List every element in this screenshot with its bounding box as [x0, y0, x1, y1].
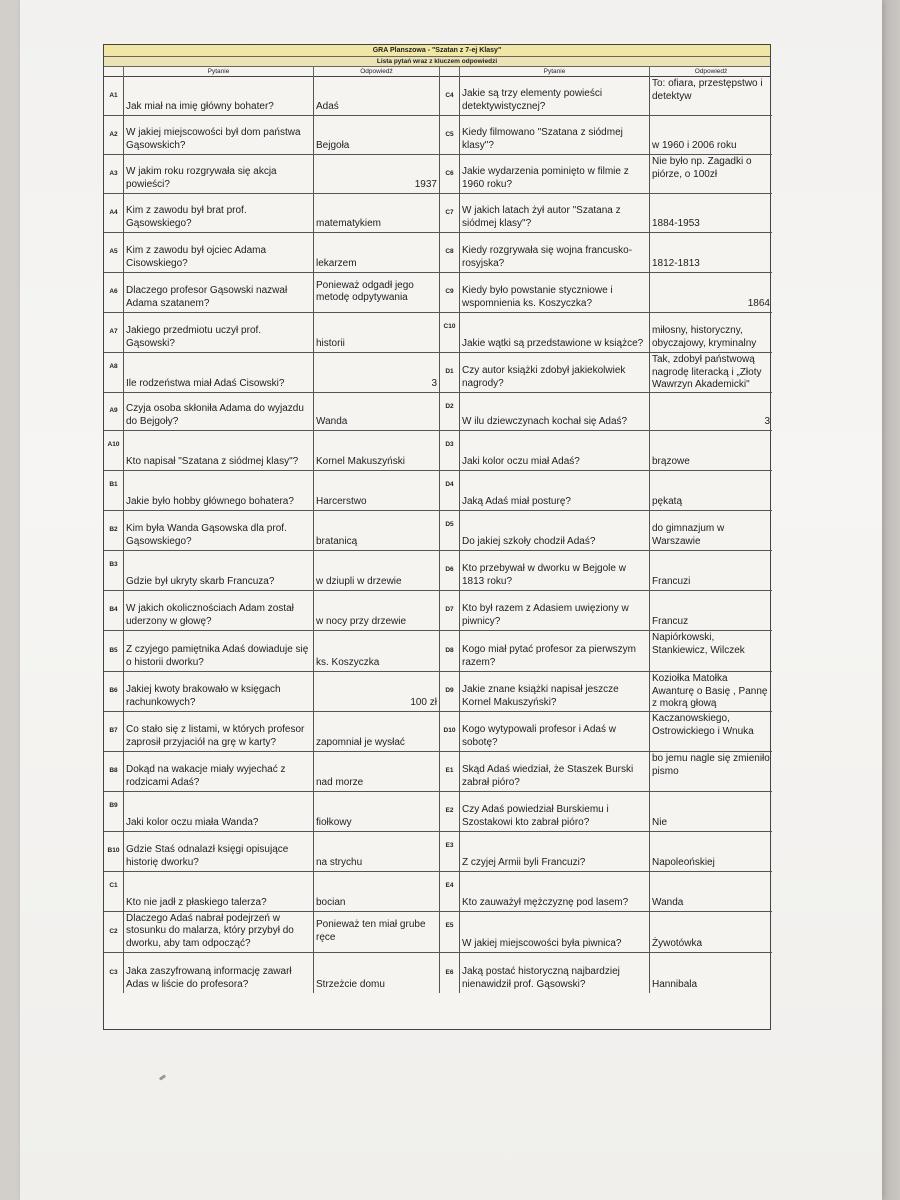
question-text-left: Z czyjego pamiętnika Adaś dowiaduje się o historii dworku?: [124, 631, 314, 672]
answer-text-right: Nie: [650, 792, 772, 832]
question-id-left: B6: [104, 672, 124, 712]
question-text-right: Czy autor książki zdobył jakiekolwiek nagrody?: [460, 353, 650, 393]
document-title: GRA Planszowa - "Szatan z 7-ej Klasy": [104, 45, 770, 57]
answer-text-right: Hannibala: [652, 978, 698, 990]
answer-text-left: Ponieważ odgadł jego metodę odpytywania: [314, 273, 440, 313]
question-id-left: B2: [104, 511, 124, 551]
answer-text-right: miłosny, historyczny, obyczajowy, kryminalny: [650, 313, 772, 353]
answer-text-right: Tak, zdobył państwową nagrodę literacką i „Złoty Wawrzyn Akademicki": [650, 353, 772, 393]
answer-text-right: 1812-1813: [650, 233, 772, 273]
question-text-left: Ile rodzeństwa miał Adaś Cisowski?: [124, 353, 314, 393]
answer-text-left: Ponieważ ten miał grube ręce: [314, 912, 440, 953]
question-id-right: D4: [440, 471, 460, 511]
header-id-left: [104, 67, 124, 77]
question-id-left: C3: [104, 953, 124, 993]
answer-text-right: 1864: [650, 273, 772, 313]
question-text-right: Czy Adaś powiedział Burskiemu i Szostakowi kto zabrał pióro?: [460, 792, 650, 832]
answer-text-left: historii: [314, 313, 440, 353]
question-text-left: Jakie było hobby głównego bohatera?: [124, 471, 314, 511]
answer-text-right: Napiórkowski, Stankiewicz, Wilczek: [650, 631, 772, 672]
question-id-left: C2: [104, 912, 124, 953]
question-text-left: Jakiej kwoty brakowało w księgach rachunkowych?: [124, 672, 314, 712]
answer-text-left: bocian: [314, 872, 440, 912]
question-text-left: Co stało się z listami, w których profesor zaprosił przyjaciół na grę w karty?: [124, 712, 314, 752]
question-id-left: C1: [104, 872, 124, 912]
question-text-left: W jakim roku rozgrywała się akcja powieści?: [124, 155, 314, 194]
answer-text-right: 3: [650, 393, 772, 431]
question-text-left: Jak miał na imię główny bohater?: [124, 77, 314, 116]
question-id-right: C8: [440, 233, 460, 273]
question-grid: [104, 77, 770, 1029]
question-id-right: D1: [440, 353, 460, 393]
question-text-left: Kim z zawodu był ojciec Adama Cisowskiego?: [124, 233, 314, 273]
answer-text-left: zapomniał je wysłać: [314, 712, 440, 752]
background-surface: [880, 0, 900, 1200]
question-text-left: Kto napisał "Szatana z siódmej klasy"?: [124, 431, 314, 471]
question-text-right: Jakie znane książki napisał jeszcze Kornel Makuszyński?: [460, 672, 650, 712]
answer-text-left: ks. Koszyczka: [314, 631, 440, 672]
answer-text-left: lekarzem: [314, 233, 440, 273]
question-text-right: Jakie są trzy elementy powieści detektywistycznej?: [460, 77, 650, 116]
question-id-right: D3: [440, 431, 460, 471]
question-id-right: E3: [440, 832, 460, 872]
answer-text-right: Kaczanowskiego, Ostrowickiego i Wnuka: [650, 712, 772, 752]
question-id-left: B9: [104, 792, 124, 832]
question-id-left: B10: [104, 832, 124, 872]
question-text-left: Dlaczego Adaś nabrał podejrzeń w stosunku do malarza, który przybył do dworku, aby tam odpocząć?: [124, 912, 314, 953]
question-id-left: B4: [104, 591, 124, 631]
answer-text-right: Wanda: [650, 872, 772, 912]
header-answer-left: Odpowiedź: [314, 67, 440, 77]
question-text-left: W jakich okolicznościach Adam został uderzony w głowę?: [124, 591, 314, 631]
answer-text-left: w dziupli w drzewie: [314, 551, 440, 591]
header-answer-right: Odpowiedź: [694, 68, 728, 75]
question-text-left: Jaka zaszyfrowaną informację zawarł Adas w liście do profesora?: [124, 953, 314, 993]
question-table-document: [103, 44, 771, 1030]
question-id-left: B7: [104, 712, 124, 752]
question-id-right: C5: [440, 116, 460, 155]
question-id-left: A5: [104, 233, 124, 273]
question-id-left: A9: [104, 393, 124, 431]
question-id-right: E2: [440, 792, 460, 832]
answer-text-left: Strzeżcie domu: [314, 953, 440, 993]
answer-text-right: Francuz: [650, 591, 772, 631]
answer-text-right: Francuzi: [650, 551, 772, 591]
question-text-right: Kto przebywał w dworku w Bejgole w 1813 roku?: [460, 551, 650, 591]
header-question-left: Pytanie: [124, 67, 314, 77]
question-id-right: D7: [440, 591, 460, 631]
question-text-left: Kim z zawodu był brat prof. Gąsowskiego?: [124, 194, 314, 233]
question-text-right: Kiedy było powstanie styczniowe i wspomnienia ks. Koszyczka?: [460, 273, 650, 313]
question-text-left: W jakiej miejscowości był dom państwa Gąsowskich?: [124, 116, 314, 155]
question-text-right: Jakie wydarzenia pominięto w filmie z 1960 roku?: [460, 155, 650, 194]
question-text-left: Dlaczego profesor Gąsowski nazwał Adama szatanem?: [124, 273, 314, 313]
question-text-right: Kto zauważył mężczyznę pod lasem?: [460, 872, 650, 912]
question-id-right: D8: [440, 631, 460, 672]
answer-text-right: Koziołka Matołka Awanturę o Basię , Pannę z mokrą głową: [650, 672, 772, 712]
question-id-right: D5: [440, 511, 460, 551]
question-id-right: D6: [440, 551, 460, 591]
question-text-left: Gdzie był ukryty skarb Francuza?: [124, 551, 314, 591]
question-text-right: Jaką Adaś miał posturę?: [460, 471, 650, 511]
answer-text-left: nad morze: [314, 752, 440, 792]
question-id-right: C6: [440, 155, 460, 194]
question-text-right: Jaką postać historyczną najbardziej nienawidził prof. Gąsowski?: [460, 953, 650, 993]
question-id-left: A8: [104, 353, 124, 393]
answer-text-left: Kornel Makuszyński: [314, 431, 440, 471]
question-text-left: Jakiego przedmiotu uczył prof. Gąsowski?: [124, 313, 314, 353]
question-id-left: A6: [104, 273, 124, 313]
question-id-left: B5: [104, 631, 124, 672]
answer-text-right: To: ofiara, przestępstwo i detektyw: [650, 77, 772, 116]
answer-text-left: 100 zł: [314, 672, 440, 712]
answer-text-left: matematykiem: [314, 194, 440, 233]
document-subtitle: Lista pytań wraz z kluczem odpowiedzi: [104, 57, 770, 67]
question-id-right: E1: [440, 752, 460, 792]
question-text-left: Czyja osoba skłoniła Adama do wyjazdu do Bejgoły?: [124, 393, 314, 431]
answer-text-left: Bejgoła: [314, 116, 440, 155]
question-id-left: B1: [104, 471, 124, 511]
question-text-left: Gdzie Staś odnalazł księgi opisujące historię dworku?: [124, 832, 314, 872]
answer-text-right: 1884-1953: [650, 194, 772, 233]
question-id-right: E5: [440, 912, 460, 953]
answer-text-right: Napoleońskiej: [650, 832, 772, 872]
answer-text-right: w 1960 i 2006 roku: [650, 116, 772, 155]
question-text-right: W jakiej miejscowości była piwnica?: [460, 912, 650, 953]
answer-text-right: pękatą: [650, 471, 772, 511]
question-text-right: Kto był razem z Adasiem uwięziony w piwnicy?: [460, 591, 650, 631]
question-id-left: A10: [104, 431, 124, 471]
question-text-right: Jakie wątki są przedstawione w książce?: [460, 313, 650, 353]
question-text-left: Jaki kolor oczu miała Wanda?: [124, 792, 314, 832]
answer-text-left: 3: [314, 353, 440, 393]
question-id-left: A2: [104, 116, 124, 155]
question-id-right: D9: [440, 672, 460, 712]
question-id-left: A3: [104, 155, 124, 194]
header-question-right: Pytanie: [460, 67, 650, 77]
answer-text-left: fiołkowy: [314, 792, 440, 832]
question-id-left: A7: [104, 313, 124, 353]
question-text-left: Dokąd na wakacje miały wyjechać z rodzicami Adaś?: [124, 752, 314, 792]
question-id-right: C7: [440, 194, 460, 233]
question-text-left: Kto nie jadł z płaskiego talerza?: [124, 872, 314, 912]
question-id-left: A4: [104, 194, 124, 233]
question-id-right: D2: [440, 393, 460, 431]
question-text-right: W jakich latach żył autor "Szatana z siódmej klasy"?: [460, 194, 650, 233]
answer-text-left: w nocy przy drzewie: [314, 591, 440, 631]
question-text-right: Z czyjej Armii byli Francuzi?: [460, 832, 650, 872]
question-id-left: A1: [104, 77, 124, 116]
answer-text-right: Nie było np. Zagadki o piórze, o 100zł: [650, 155, 772, 194]
question-id-right: E4: [440, 872, 460, 912]
answer-text-left: bratanicą: [314, 511, 440, 551]
answer-text-left: Adaś: [314, 77, 440, 116]
answer-text-left: Wanda: [314, 393, 440, 431]
question-text-right: Kogo wytypowali profesor i Adaś w sobotę?: [460, 712, 650, 752]
table-header-row: [104, 67, 770, 77]
question-text-right: Kiedy filmowano "Szatana z siódmej klasy"?: [460, 116, 650, 155]
question-text-right: Kiedy rozgrywała się wojna francusko-rosyjska?: [460, 233, 650, 273]
question-id-left: B8: [104, 752, 124, 792]
question-id-right: D10: [440, 712, 460, 752]
pen-mark: [159, 1074, 166, 1080]
answer-text-left: Harcerstwo: [314, 471, 440, 511]
question-text-left: Kim była Wanda Gąsowska dla prof. Gąsowskiego?: [124, 511, 314, 551]
answer-text-right: Żywotówka: [650, 912, 772, 953]
header-id-right: [440, 67, 460, 77]
answer-text-right: do gimnazjum w Warszawie: [650, 511, 772, 551]
answer-text-right: brązowe: [650, 431, 772, 471]
question-text-right: Kogo miał pytać profesor za pierwszym razem?: [460, 631, 650, 672]
question-id-left: B3: [104, 551, 124, 591]
question-text-right: Jaki kolor oczu miał Adaś?: [460, 431, 650, 471]
question-text-right: Do jakiej szkoły chodził Adaś?: [460, 511, 650, 551]
question-text-right: Skąd Adaś wiedział, że Staszek Burski zabrał pióro?: [460, 752, 650, 792]
question-id-right: C10: [440, 313, 460, 353]
question-id-right: C9: [440, 273, 460, 313]
question-text-right: W ilu dziewczynach kochał się Adaś?: [460, 393, 650, 431]
question-id-right: C4: [440, 77, 460, 116]
answer-text-left: 1937: [314, 155, 440, 194]
answer-text-right: bo jemu nagle się zmieniło pismo: [650, 752, 772, 792]
question-id-right: E6: [440, 953, 460, 993]
answer-text-left: na strychu: [314, 832, 440, 872]
